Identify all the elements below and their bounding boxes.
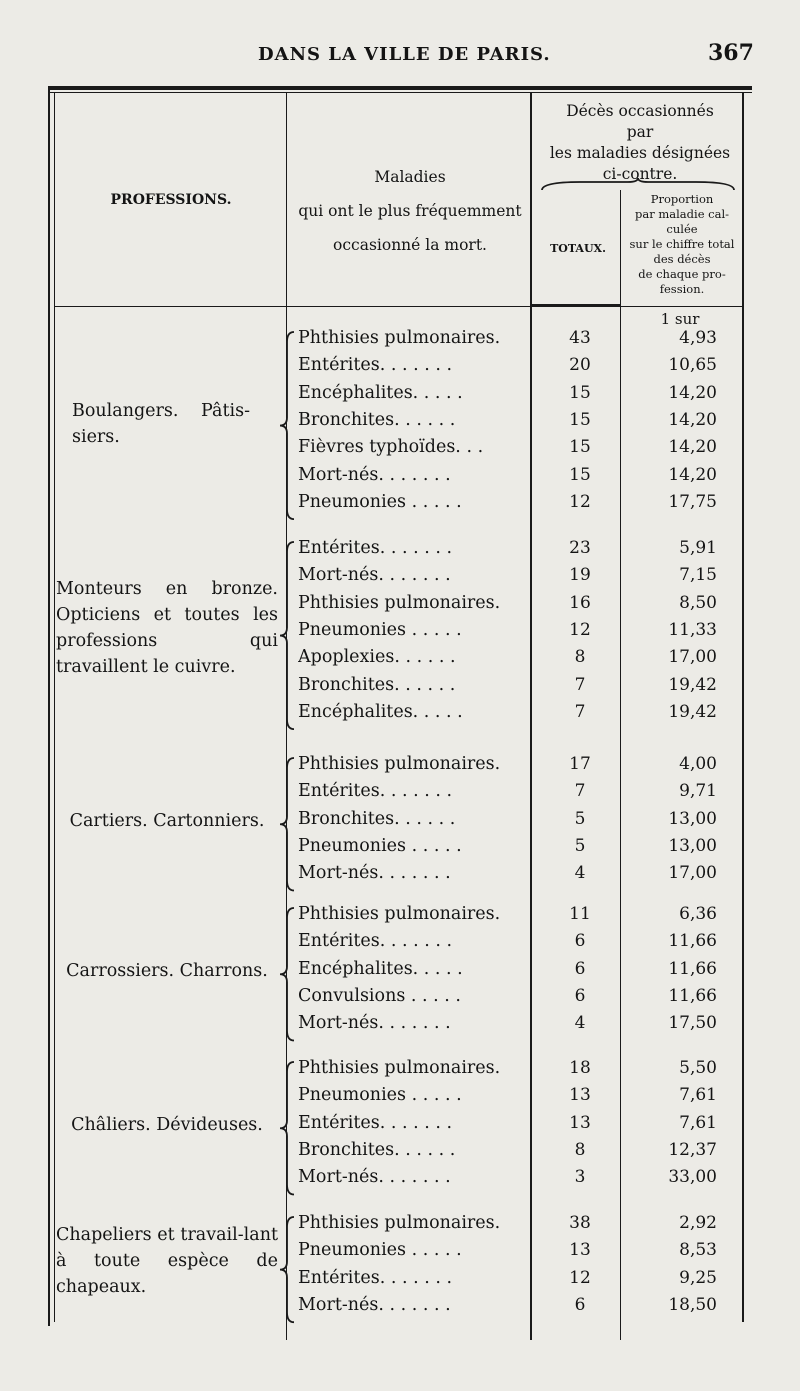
cell-maladie: Pneumonies . . . . . [298,835,462,856]
cell-total: 8 [574,1139,586,1160]
cell-maladie: Phthisies pulmonaires. [298,754,501,774]
group-brace [276,330,298,521]
header-prop-line7: fession. [659,282,705,296]
header-maladies-line2: qui ont le plus fréquemment [298,202,522,220]
profession-label: Châliers. Dévideuses. [71,1115,263,1135]
cell-total: 15 [569,409,591,430]
cell-total: 15 [569,437,591,458]
group-brace [276,540,298,731]
table-left-inner-border [54,92,55,1322]
header-maladies [290,160,530,262]
column-divider-3 [620,190,621,1340]
cell-maladie: Bronchites. . . . . . [298,808,456,829]
cell-proportion: 17,00 [668,863,717,884]
profession-label: Carrossiers. Charrons. [66,961,268,981]
cell-total: 3 [574,1167,586,1188]
header-deces [535,101,745,185]
header-deces-line1: Décès occasionnés [566,102,714,120]
cell-maladie: Entérites. . . . . . . [298,355,453,376]
cell-maladie: Mort-nés. . . . . . . [298,565,451,586]
header-proportion [620,192,744,297]
cell-total: 12 [569,619,591,640]
cell-total: 16 [569,592,591,613]
column-divider-2 [530,92,532,1340]
cell-maladie: Pneumonies . . . . . [298,1240,462,1261]
proportion-sur-label: 1 sur [660,310,700,328]
header-professions: PROFESSIONS. [110,192,232,208]
cell-proportion: 17,00 [668,647,717,668]
cell-maladie: Phthisies pulmonaires. [298,328,501,348]
cell-maladie: Bronchites. . . . . . [298,674,456,695]
cell-total: 8 [574,647,586,668]
cell-proportion: 6,36 [679,904,717,924]
cell-maladie: Bronchites. . . . . . [298,409,456,430]
cell-total: 12 [569,491,591,512]
cell-total: 38 [569,1213,591,1233]
page-number: 367 [708,40,754,66]
cell-proportion: 18,50 [668,1294,717,1315]
cell-total: 43 [569,328,591,348]
cell-proportion: 33,00 [668,1167,717,1188]
cell-total: 13 [569,1240,591,1261]
cell-total: 6 [574,931,586,952]
header-maladies-line1: Maladies [374,168,446,186]
group-brace [276,756,298,893]
cell-maladie: Encéphalites. . . . . [298,958,463,979]
header-prop-line1: Proportion [650,192,714,206]
cell-maladie: Entérites. . . . . . . [298,1112,453,1133]
cell-total: 19 [569,565,591,586]
cell-proportion: 9,25 [679,1267,717,1288]
cell-total: 11 [569,904,591,924]
cell-proportion: 4,93 [679,328,717,348]
cell-proportion: 12,37 [668,1139,717,1160]
cell-proportion: 8,50 [679,592,717,613]
cell-total: 15 [569,382,591,403]
cell-proportion: 4,00 [679,754,717,774]
cell-maladie: Mort-nés. . . . . . . [298,1013,451,1034]
cell-maladie: Entérites. . . . . . . [298,538,453,558]
cell-total: 7 [574,674,586,695]
cell-total: 5 [574,808,586,829]
cell-maladie: Entérites. . . . . . . [298,931,453,952]
cell-proportion: 5,50 [679,1058,717,1078]
running-title: DANS LA VILLE DE PARIS. [258,44,551,65]
cell-maladie: Apoplexies. . . . . . [298,647,456,668]
cell-proportion: 13,00 [668,835,717,856]
cell-total: 6 [574,985,586,1006]
cell-maladie: Mort-nés. . . . . . . [298,1294,451,1315]
cell-total: 6 [574,1294,586,1315]
profession-label: Monteurs en bronze. Opticiens et toutes les professions qui travaillent le cuivre. [56,579,278,677]
cell-proportion: 11,33 [668,619,717,640]
cell-proportion: 14,20 [668,464,717,485]
cell-total: 12 [569,1267,591,1288]
cell-total: 4 [574,1013,586,1034]
page-header [0,40,800,74]
cell-proportion: 19,42 [668,674,717,695]
cell-maladie: Phthisies pulmonaires. [298,592,501,613]
cell-maladie: Mort-nés. . . . . . . [298,464,451,485]
table-top-rule [48,86,752,90]
cell-total: 17 [569,754,591,774]
group-brace [276,1215,298,1324]
cell-maladie: Mort-nés. . . . . . . [298,1167,451,1188]
cell-proportion: 11,66 [668,985,717,1006]
cell-total: 20 [569,355,591,376]
cell-total: 5 [574,835,586,856]
cell-total: 4 [574,863,586,884]
cell-proportion: 5,91 [679,538,717,558]
cell-proportion: 13,00 [668,808,717,829]
cell-proportion: 17,75 [668,491,717,512]
cell-total: 7 [574,781,586,802]
cell-maladie: Phthisies pulmonaires. [298,904,501,924]
cell-maladie: Encéphalites. . . . . [298,701,463,722]
profession-label: Chapeliers et travail-lant à toute espèce de chapeaux. [56,1225,278,1297]
cell-proportion: 11,66 [668,958,717,979]
table-left-border [48,86,50,1326]
cell-maladie: Mort-nés. . . . . . . [298,863,451,884]
group-brace [276,906,298,1043]
cell-proportion: 7,61 [679,1112,717,1133]
cell-total: 13 [569,1112,591,1133]
cell-maladie: Entérites. . . . . . . [298,1267,453,1288]
header-deces-line2: par [626,123,654,141]
header-totaux: TOTAUX. [550,242,606,255]
header-maladies-line3: occasionné la mort. [333,236,487,254]
profession-label: Boulangers. Pâtis-siers. [72,401,250,447]
cell-proportion: 11,66 [668,931,717,952]
cell-maladie: Pneumonies . . . . . [298,619,462,640]
cell-maladie: Convulsions . . . . . [298,985,461,1006]
cell-total: 18 [569,1058,591,1078]
totaux-underline [530,304,620,306]
cell-total: 7 [574,701,586,722]
header-prop-line4: sur le chiffre total [629,237,735,251]
cell-total: 23 [569,538,591,558]
header-prop-line5: des décès [653,252,711,266]
table-top-rule-thin [48,92,752,93]
cell-maladie: Phthisies pulmonaires. [298,1058,501,1078]
cell-maladie: Fièvres typhoïdes. . . [298,437,484,458]
header-prop-line3: culée [666,222,698,236]
header-deces-line3: les maladies désignées [549,144,731,162]
cell-maladie: Bronchites. . . . . . [298,1139,456,1160]
cell-maladie: Pneumonies . . . . . [298,1085,462,1106]
cell-total: 13 [569,1085,591,1106]
cell-total: 6 [574,958,586,979]
profession-label: Cartiers. Cartonniers. [69,811,265,831]
cell-proportion: 2,92 [679,1213,717,1233]
cell-proportion: 9,71 [679,781,717,802]
cell-total: 15 [569,464,591,485]
cell-maladie: Pneumonies . . . . . [298,491,462,512]
cell-maladie: Phthisies pulmonaires. [298,1213,501,1233]
header-brace [540,178,736,192]
cell-proportion: 19,42 [668,701,717,722]
header-prop-line6: de chaque pro- [638,267,726,281]
cell-proportion: 14,20 [668,409,717,430]
header-deces-line4: ci-contre. [602,165,678,183]
cell-proportion: 14,20 [668,437,717,458]
cell-maladie: Encéphalites. . . . . [298,382,463,403]
cell-maladie: Entérites. . . . . . . [298,781,453,802]
cell-proportion: 8,53 [679,1240,717,1261]
cell-proportion: 14,20 [668,382,717,403]
cell-proportion: 17,50 [668,1013,717,1034]
header-prop-line2: par maladie cal- [634,207,730,221]
cell-proportion: 7,61 [679,1085,717,1106]
cell-proportion: 7,15 [679,565,717,586]
cell-proportion: 10,65 [668,355,717,376]
header-bottom-rule [54,306,742,307]
group-brace [276,1060,298,1197]
